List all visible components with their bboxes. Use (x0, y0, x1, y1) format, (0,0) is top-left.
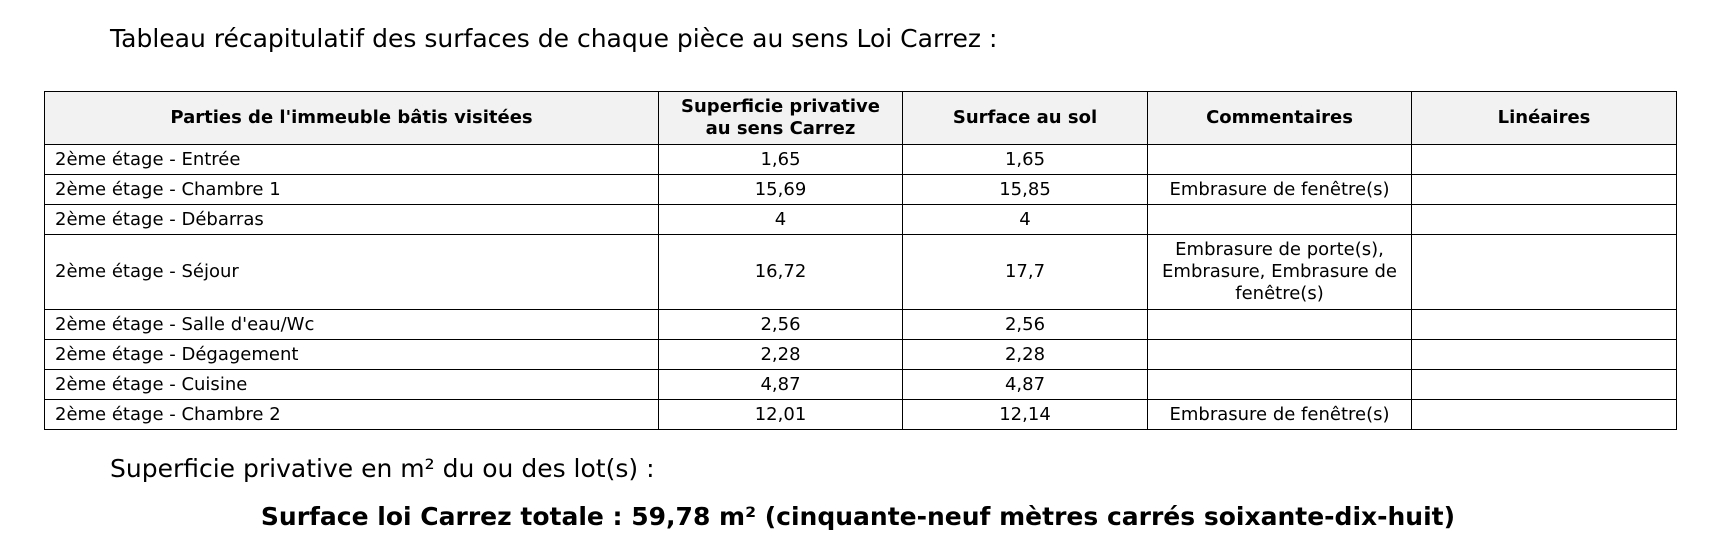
header-surface-sol: Surface au sol (903, 92, 1148, 145)
table-row (45, 340, 1677, 370)
header-superficie-line1: Superficie privative (681, 96, 880, 117)
cell-part: 2ème étage - Chambre 2 (45, 400, 659, 430)
header-lineaires: Linéaires (1412, 92, 1677, 145)
cell-comment (1148, 205, 1412, 235)
cell-comment: Embrasure de fenêtre(s) (1148, 400, 1412, 430)
table-row (45, 175, 1677, 205)
cell-carrez: 2,56 (659, 310, 903, 340)
cell-comment: Embrasure de porte(s), Embrasure, Embrasure de fenêtre(s) (1148, 235, 1412, 310)
header-superficie-line2: au sens Carrez (705, 118, 856, 139)
header-superficie-carrez (659, 92, 903, 145)
cell-carrez: 16,72 (659, 235, 903, 310)
header-commentaires: Commentaires (1148, 92, 1412, 145)
cell-lineaire (1412, 175, 1677, 205)
table-intro-text: Tableau récapitulatif des surfaces de chaque pièce au sens Loi Carrez : (110, 24, 998, 53)
superficie-privative-label: Superficie privative en m² du ou des lot(s) : (110, 454, 655, 483)
cell-carrez: 1,65 (659, 145, 903, 175)
cell-carrez: 12,01 (659, 400, 903, 430)
cell-carrez: 2,28 (659, 340, 903, 370)
header-parts: Parties de l'immeuble bâtis visitées (45, 92, 659, 145)
cell-comment (1148, 370, 1412, 400)
cell-lineaire (1412, 370, 1677, 400)
table-row (45, 145, 1677, 175)
cell-comment: Embrasure de fenêtre(s) (1148, 175, 1412, 205)
cell-part: 2ème étage - Entrée (45, 145, 659, 175)
table-row (45, 370, 1677, 400)
table-row (45, 205, 1677, 235)
cell-carrez: 4,87 (659, 370, 903, 400)
cell-part: 2ème étage - Cuisine (45, 370, 659, 400)
cell-sol: 4,87 (903, 370, 1148, 400)
cell-sol: 17,7 (903, 235, 1148, 310)
cell-part: 2ème étage - Séjour (45, 235, 659, 310)
cell-lineaire (1412, 400, 1677, 430)
cell-sol: 12,14 (903, 400, 1148, 430)
surface-summary-table (44, 91, 1677, 430)
table-row (45, 310, 1677, 340)
cell-lineaire (1412, 235, 1677, 310)
cell-lineaire (1412, 340, 1677, 370)
cell-comment (1148, 145, 1412, 175)
cell-comment (1148, 340, 1412, 370)
table-header-row (45, 92, 1677, 145)
cell-comment (1148, 310, 1412, 340)
cell-part: 2ème étage - Débarras (45, 205, 659, 235)
cell-sol: 15,85 (903, 175, 1148, 205)
cell-carrez: 15,69 (659, 175, 903, 205)
cell-part: 2ème étage - Salle d'eau/Wc (45, 310, 659, 340)
table-row (45, 400, 1677, 430)
cell-part: 2ème étage - Dégagement (45, 340, 659, 370)
cell-part: 2ème étage - Chambre 1 (45, 175, 659, 205)
cell-lineaire (1412, 310, 1677, 340)
cell-sol: 2,28 (903, 340, 1148, 370)
cell-sol: 2,56 (903, 310, 1148, 340)
cell-lineaire (1412, 145, 1677, 175)
cell-carrez: 4 (659, 205, 903, 235)
table-row (45, 235, 1677, 310)
cell-lineaire (1412, 205, 1677, 235)
cell-sol: 1,65 (903, 145, 1148, 175)
cell-sol: 4 (903, 205, 1148, 235)
surface-carrez-total: Surface loi Carrez totale : 59,78 m² (cinquante-neuf mètres carrés soixante-dix-huit) (260, 502, 1456, 531)
